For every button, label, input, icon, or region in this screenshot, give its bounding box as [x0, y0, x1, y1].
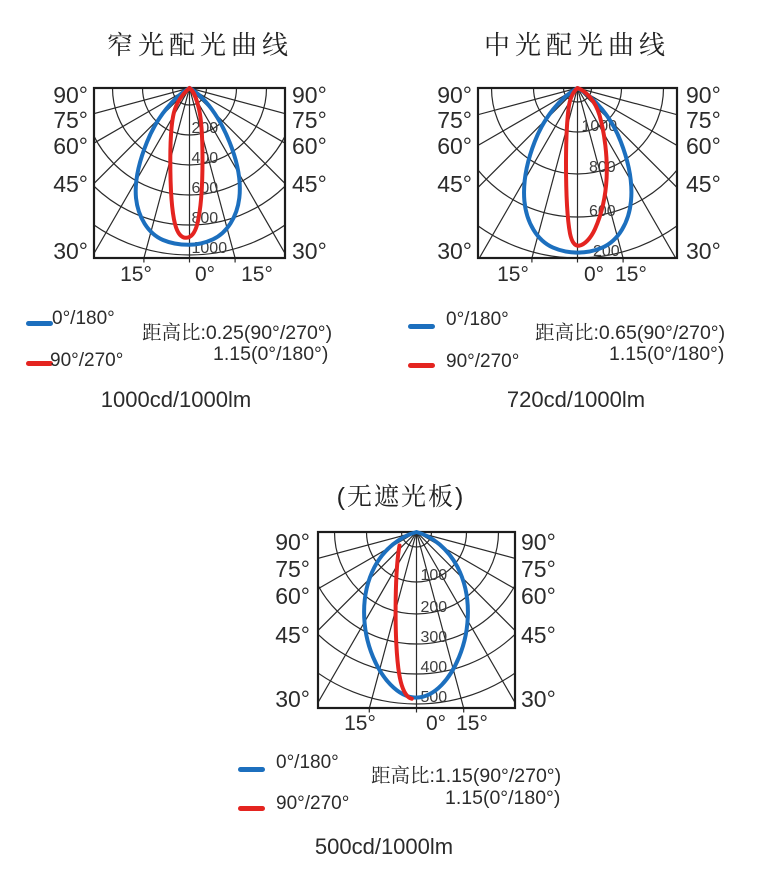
chart3-right-label-45: 45° — [521, 622, 556, 648]
chart1-bottom-label-15l: 15° — [120, 263, 152, 286]
chart3-left-label-75: 75° — [275, 556, 310, 582]
chart3-bottom-label-0: 0° — [425, 712, 447, 735]
chart2-right-label-90: 90° — [686, 82, 721, 108]
chart1-right-label-60: 60° — [292, 133, 327, 159]
chart1-left-label-75: 75° — [53, 107, 88, 133]
chart2-right-label-30: 30° — [686, 238, 721, 264]
chart2-left-label-30: 30° — [437, 238, 472, 264]
chart2-legend-blue-label: 0°/180° — [446, 309, 509, 330]
ring-label: 600 — [589, 203, 616, 220]
chart1-ring-labels — [192, 120, 228, 257]
chart1-blue-curve — [136, 88, 240, 245]
chart1-bottom-label-0: 0° — [194, 263, 216, 286]
chart1-legend-blue-swatch — [26, 321, 53, 326]
chart3-ratio-line2: 1.15(0°/180°) — [445, 787, 561, 809]
ring-label: 200 — [191, 120, 219, 137]
chart2-left-label-75: 75° — [437, 107, 472, 133]
chart2-legend-red-swatch — [408, 363, 435, 368]
chart2-ratio-line2: 1.15(0°/180°) — [609, 343, 725, 365]
chart1-bottom-label-15r: 15° — [241, 263, 273, 286]
chart1-rating: 1000cd/1000lm — [100, 387, 252, 412]
chart3-legend-blue-label: 0°/180° — [276, 752, 339, 773]
chart1-left-label-45: 45° — [53, 171, 88, 197]
chart3-legend-red-swatch — [238, 806, 265, 811]
ring-label: 200 — [593, 243, 620, 260]
chart1-ratio-line2: 1.15(0°/180°) — [213, 343, 329, 365]
chart3-right-label-90: 90° — [521, 529, 556, 555]
chart3-left-label-60: 60° — [275, 583, 310, 609]
ring-label: 1000 — [581, 118, 618, 135]
ring-label: 500 — [420, 689, 448, 706]
ring-label: 800 — [191, 210, 219, 227]
chart2-right-label-60: 60° — [686, 133, 721, 159]
ring-label: 800 — [589, 159, 616, 176]
chart2-legend-blue-swatch — [408, 324, 435, 329]
chart2-left-label-60: 60° — [437, 133, 472, 159]
chart2-title: 中光配光曲线 — [483, 30, 670, 60]
chart2-left-label-90: 90° — [437, 82, 472, 108]
chart2-right-label-45: 45° — [686, 171, 721, 197]
chart3-bottom-label-15r: 15° — [456, 712, 488, 735]
chart1-right-label-45: 45° — [292, 171, 327, 197]
chart1-right-label-75: 75° — [292, 107, 327, 133]
chart3-legend-red-label: 90°/270° — [276, 793, 350, 814]
ring-label: 1000 — [191, 240, 228, 257]
chart3-left-label-30: 30° — [275, 686, 310, 712]
chart1-left-label-30: 30° — [53, 238, 88, 264]
chart3-bottom-label-15l: 15° — [344, 712, 376, 735]
ring-label: 300 — [420, 629, 448, 646]
chart3-right-label-30: 30° — [521, 686, 556, 712]
ring-label: 400 — [191, 150, 219, 167]
chart1-legend-blue-label: 0°/180° — [52, 308, 115, 329]
chart3-ratio-line1: 距高比:1.15(90°/270°) — [371, 765, 562, 787]
chart3-right-label-60: 60° — [521, 583, 556, 609]
chart1-right-label-30: 30° — [292, 238, 327, 264]
chart1-right-label-90: 90° — [292, 82, 327, 108]
ring-label: 100 — [420, 567, 448, 584]
chart1-left-label-60: 60° — [53, 133, 88, 159]
ring-label: 200 — [420, 599, 448, 616]
chart2-ratio-line1: 距高比:0.65(90°/270°) — [535, 322, 726, 344]
chart3-rating: 500cd/1000lm — [314, 834, 454, 859]
chart2-legend-red-label: 90°/270° — [446, 351, 520, 372]
chart2-bottom-label-0: 0° — [583, 263, 605, 286]
chart3-right-label-75: 75° — [521, 556, 556, 582]
ring-label: 400 — [420, 659, 448, 676]
chart2-bottom-label-15r: 15° — [615, 263, 647, 286]
ring-label: 600 — [191, 180, 219, 197]
chart3-left-label-90: 90° — [275, 529, 310, 555]
chart1-legend-red-label: 90°/270° — [50, 350, 124, 371]
chart1-title: 窄光配光曲线 — [106, 30, 293, 60]
chart1-left-label-90: 90° — [53, 82, 88, 108]
chart2-left-label-45: 45° — [437, 171, 472, 197]
chart2-rating: 720cd/1000lm — [506, 387, 646, 412]
chart1-ratio-line1: 距高比:0.25(90°/270°) — [142, 322, 333, 344]
chart3-red-curve — [396, 546, 412, 699]
chart3-left-label-45: 45° — [275, 622, 310, 648]
chart3-title: (无遮光板) — [336, 483, 466, 511]
chart3-legend-blue-swatch — [238, 767, 265, 772]
chart2-bottom-label-15l: 15° — [497, 263, 529, 286]
chart2-right-label-75: 75° — [686, 107, 721, 133]
chart1-legend-red-swatch — [26, 361, 53, 366]
